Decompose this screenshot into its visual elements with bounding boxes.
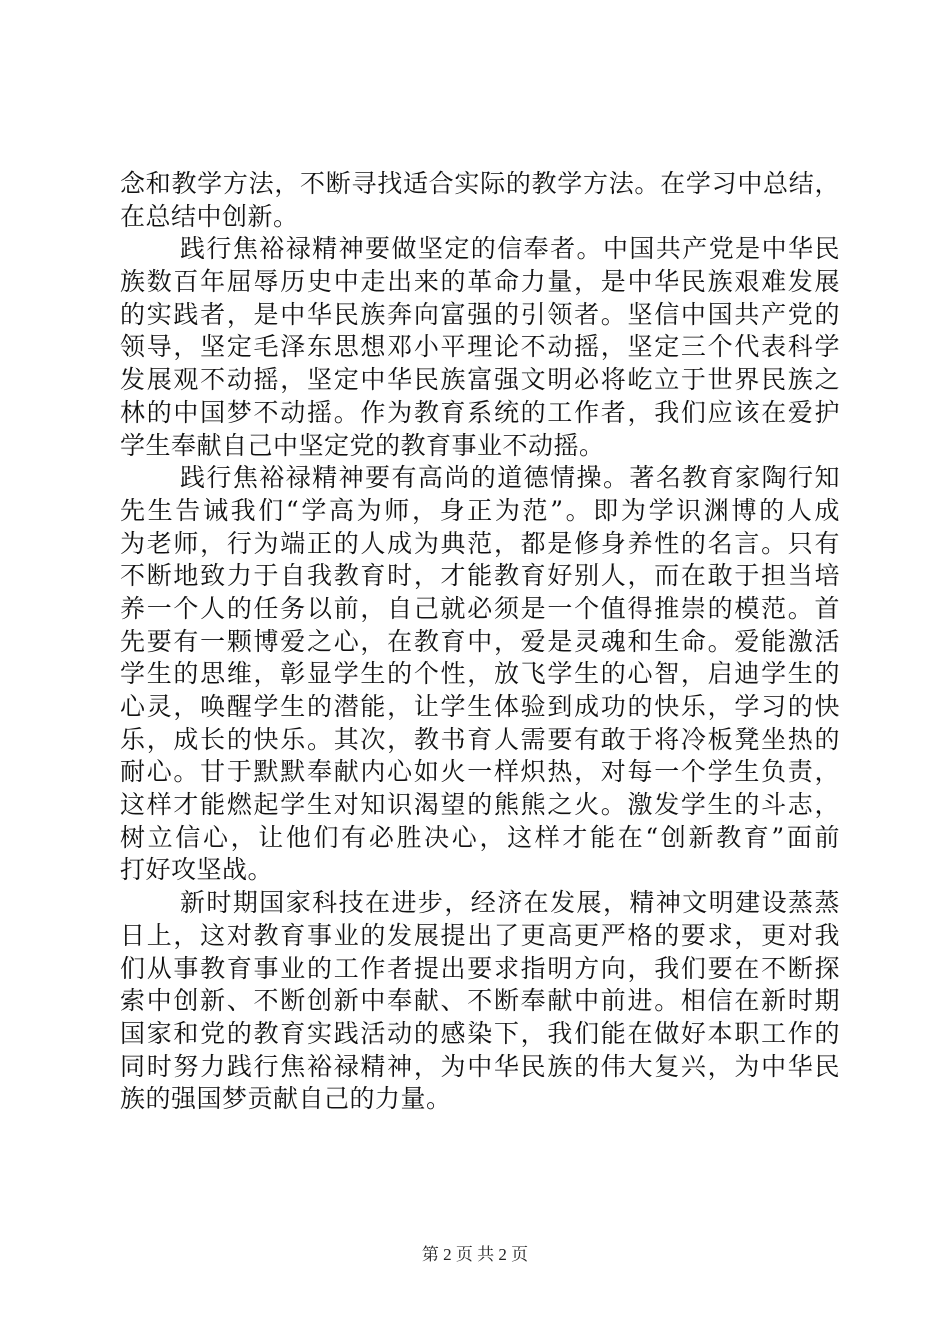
- paragraph-first-line: 践行焦裕禄精神要有高尚的道德情操。著名教育家陶行知: [180, 463, 840, 493]
- text-line: 索中创新、不断创新中奉献、不断奉献中前进。相信在新时期: [120, 986, 840, 1016]
- text-line: 发展观不动摇，坚定中华民族富强文明必将屹立于世界民族之: [120, 365, 840, 395]
- text-line: 先要有一颗博爱之心，在教育中，爱是灵魂和生命。爱能激活: [120, 626, 840, 656]
- paragraph-first-line: 践行焦裕禄精神要做坚定的信奉者。中国共产党是中华民: [180, 234, 840, 264]
- text-line: 族的强国梦贡献自己的力量。: [120, 1084, 452, 1114]
- text-line: 乐，成长的快乐。其次，教书育人需要有敢于将冷板凳坐热的: [120, 724, 840, 754]
- text-line: 在总结中创新。: [120, 201, 299, 231]
- text-line: 心灵，唤醒学生的潜能，让学生体验到成功的快乐，学习的快: [120, 692, 840, 721]
- paragraph-first-line: 新时期国家科技在进步，经济在发展，精神文明建设蒸蒸: [180, 888, 840, 918]
- text-line: 的实践者，是中华民族奔向富强的引领者。坚信中国共产党的: [120, 299, 840, 329]
- text-line: 打好攻坚战。: [120, 855, 274, 885]
- text-line: 学生的思维，彰显学生的个性，放飞学生的心智，启迪学生的: [120, 659, 840, 689]
- text-line: 日上，这对教育事业的发展提出了更高更严格的要求，更对我: [120, 920, 840, 950]
- text-line: 同时努力践行焦裕禄精神，为中华民族的伟大复兴，为中华民: [120, 1051, 840, 1081]
- text-line: 学生奉献自己中坚定党的教育事业不动摇。: [120, 430, 605, 460]
- text-line: 养一个人的任务以前，自己就必须是一个值得推崇的模范。首: [120, 593, 840, 623]
- text-line: 念和教学方法，不断寻找适合实际的教学方法。在学习中总结，: [120, 169, 840, 198]
- text-line: 们从事教育事业的工作者提出要求指明方向，我们要在不断探: [120, 953, 840, 983]
- text-line: 族数百年屈辱历史中走出来的革命力量，是中华民族艰难发展: [120, 267, 840, 297]
- text-line: 不断地致力于自我教育时，才能教育好别人，而在敢于担当培: [120, 561, 840, 591]
- text-line: 树立信心，让他们有必胜决心，这样才能在“创新教育”面前: [120, 822, 840, 852]
- text-line: 林的中国梦不动摇。作为教育系统的工作者，我们应该在爱护: [120, 397, 840, 427]
- document-body: [120, 168, 840, 1116]
- text-line: 为老师，行为端正的人成为典范，都是修身养性的名言。只有: [120, 528, 840, 558]
- text-line: 耐心。甘于默默奉献内心如火一样炽热，对每一个学生负责，: [120, 757, 840, 787]
- text-line: 领导，坚定毛泽东思想邓小平理论不动摇，坚定三个代表科学: [120, 332, 840, 362]
- text-line: 先生告诫我们“学高为师，身正为范”。即为学识渊博的人成: [120, 495, 840, 525]
- text-line: 国家和党的教育实践活动的感染下，我们能在做好本职工作的: [120, 1018, 840, 1048]
- page-number-footer: 第 2 页 共 2 页: [421, 1245, 529, 1264]
- text-line: 这样才能燃起学生对知识渴望的熊熊之火。激发学生的斗志，: [120, 790, 840, 820]
